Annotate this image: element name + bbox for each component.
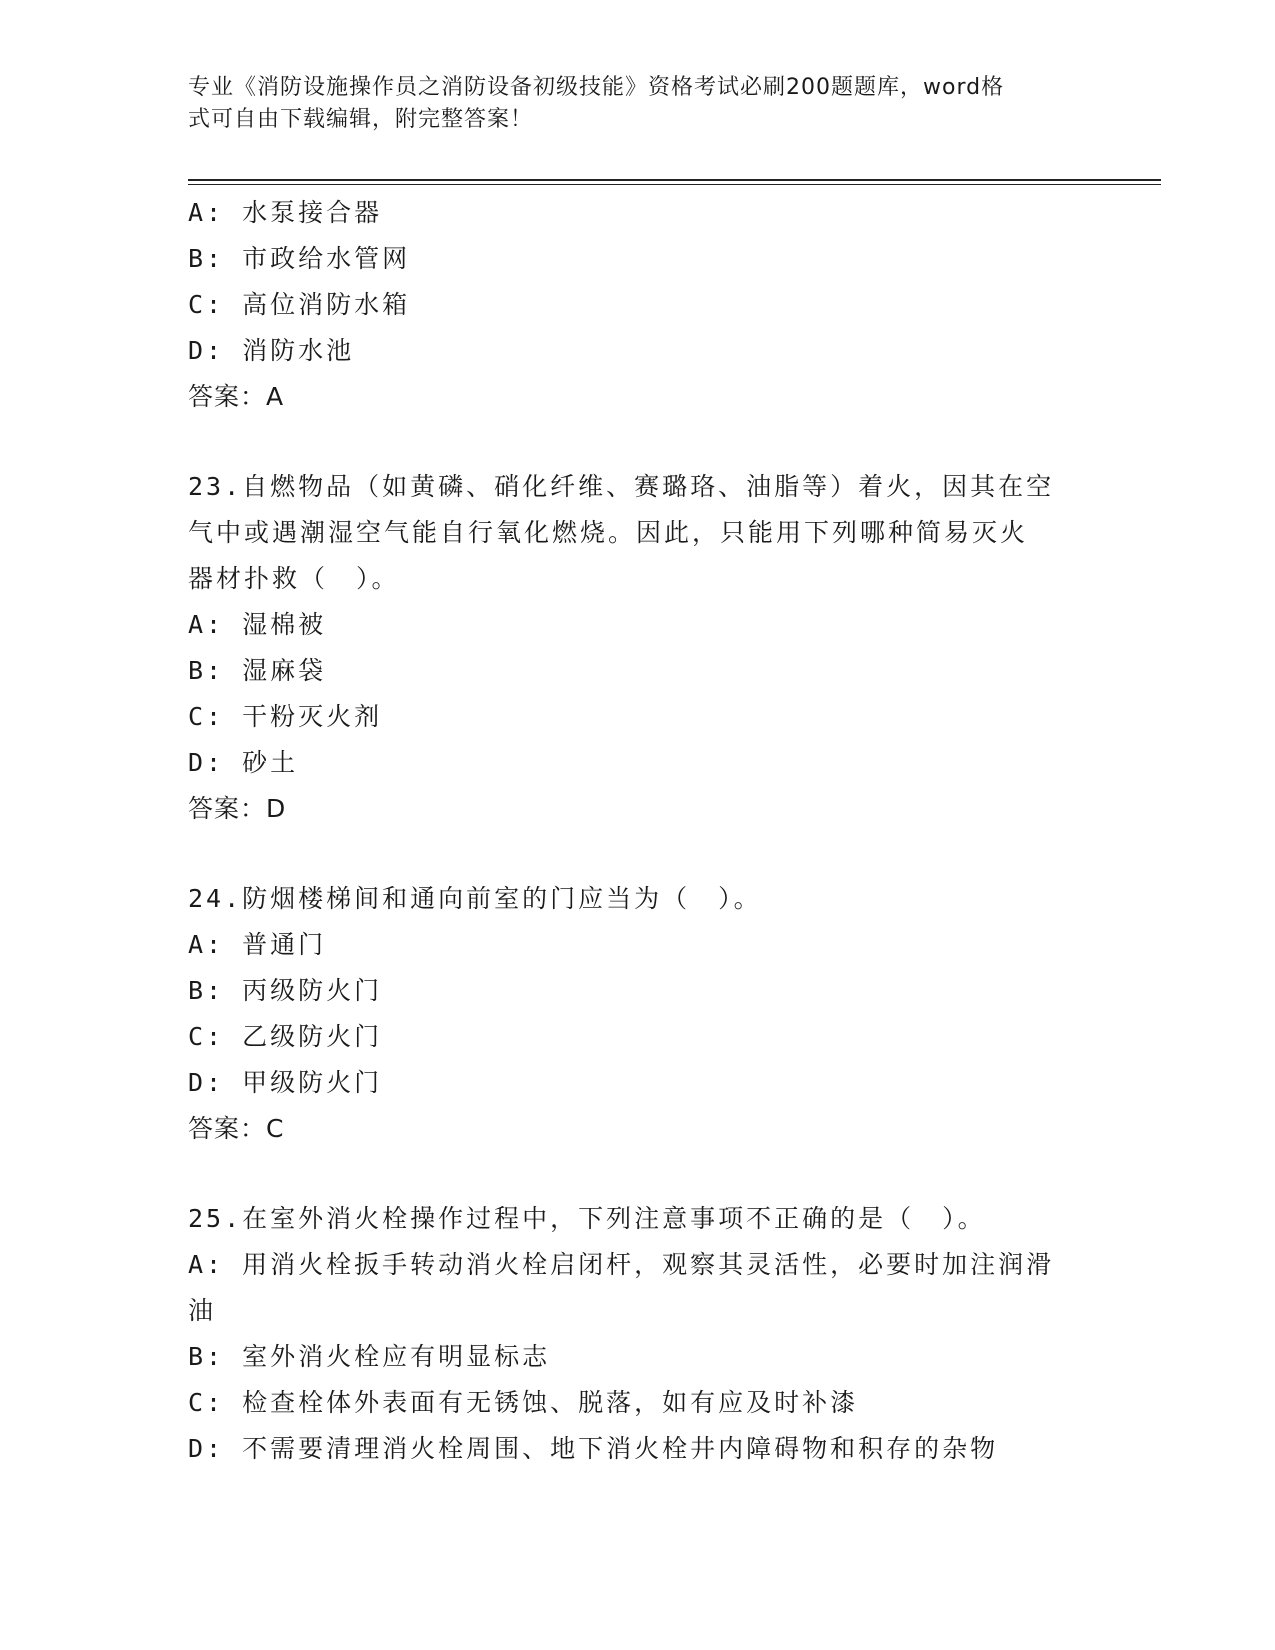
spacer (188, 420, 1088, 464)
header-line-1: 专业《消防设施操作员之消防设备初级技能》资格考试必刷200题题库，word格 (188, 75, 1005, 100)
spacer (188, 832, 1088, 876)
question-23-block (188, 464, 1088, 832)
header-rule-thin (188, 184, 1161, 185)
header-rule-thick (188, 179, 1161, 181)
option-a-continued: 油 (188, 1296, 217, 1325)
option-b: B: 湿麻袋 (188, 656, 327, 685)
answer-line: 答案：D (188, 794, 287, 823)
question-text-line: 23.自燃物品（如黄磷、硝化纤维、赛璐珞、油脂等）着火，因其在空 (188, 472, 1055, 501)
option-b: B: 市政给水管网 (188, 244, 411, 273)
spacer (188, 1152, 1088, 1196)
question-text-line: 气中或遇潮湿空气能自行氧化燃烧。因此，只能用下列哪种简易灭火 (188, 518, 1029, 547)
question-25-block (188, 1196, 1088, 1472)
answer-line: 答案：C (188, 1114, 285, 1143)
option-c: C: 高位消防水箱 (188, 290, 411, 319)
option-d: D: 消防水池 (188, 336, 355, 365)
question-text-line: 24.防烟楼梯间和通向前室的门应当为（ ）。 (188, 884, 762, 913)
answer-line: 答案：A (188, 382, 285, 411)
header-line-2: 式可自由下载编辑，附完整答案！ (188, 107, 534, 132)
question-22-block (188, 190, 1088, 420)
option-c: C: 干粉灭火剂 (188, 702, 383, 731)
option-a: A: 水泵接合器 (188, 198, 383, 227)
document-header (188, 72, 1088, 136)
option-d: D: 甲级防火门 (188, 1068, 383, 1097)
option-a: A: 普通门 (188, 930, 327, 959)
option-c: C: 检查栓体外表面有无锈蚀、脱落，如有应及时补漆 (188, 1388, 859, 1417)
option-a: A: 用消火栓扳手转动消火栓启闭杆，观察其灵活性，必要时加注润滑 (188, 1250, 1055, 1279)
option-d: D: 不需要清理消火栓周围、地下消火栓井内障碍物和积存的杂物 (188, 1434, 999, 1463)
question-text-line: 25.在室外消火栓操作过程中，下列注意事项不正确的是（ ）。 (188, 1204, 986, 1233)
option-c: C: 乙级防火门 (188, 1022, 383, 1051)
option-a: A: 湿棉被 (188, 610, 327, 639)
question-text-line: 器材扑救（ ）。 (188, 564, 400, 593)
option-b: B: 室外消火栓应有明显标志 (188, 1342, 551, 1371)
option-d: D: 砂土 (188, 748, 299, 777)
option-b: B: 丙级防火门 (188, 976, 383, 1005)
question-24-block (188, 876, 1088, 1152)
question-content (188, 190, 1088, 1472)
